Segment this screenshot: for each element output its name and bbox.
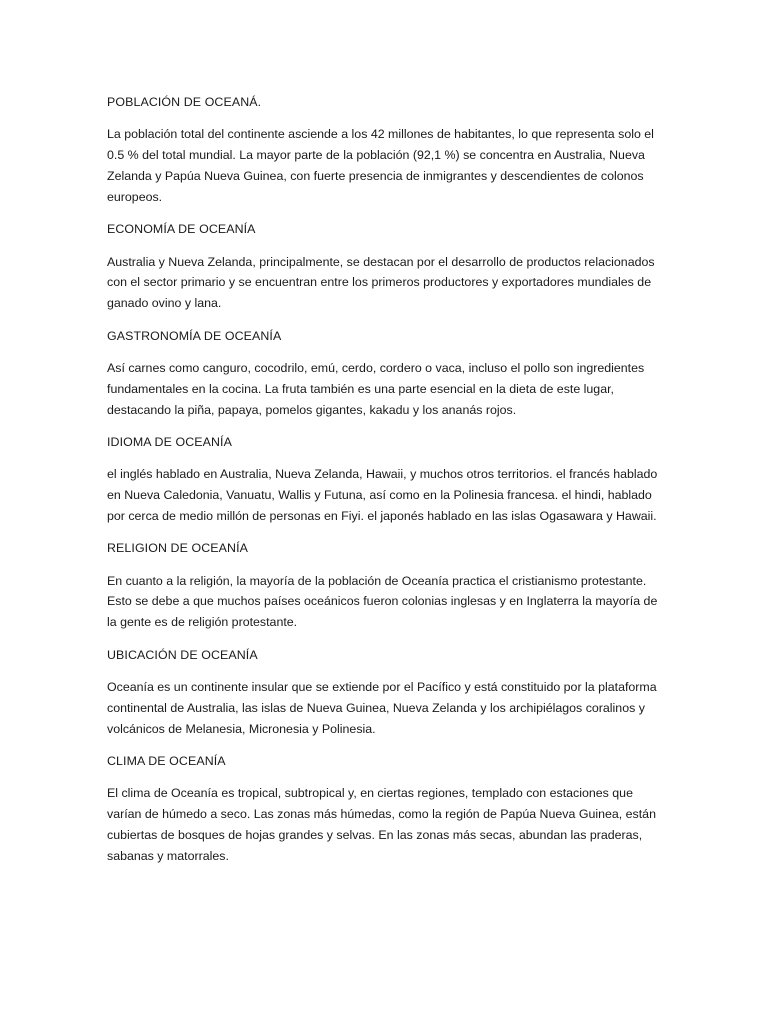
heading-ubicacion: UBICACIÓN DE OCEANÍA xyxy=(107,647,258,662)
heading-gastronomia: GASTRONOMÍA DE OCEANÍA xyxy=(107,328,282,343)
heading-poblacion: POBLACIÓN DE OCEANÁ. xyxy=(107,95,262,109)
heading-clima: CLIMA DE OCEANÍA xyxy=(107,754,226,769)
document-content xyxy=(107,92,663,878)
heading-religion: RELIGION DE OCEANÍA xyxy=(107,541,248,556)
paragraph-idioma: el inglés hablado en Australia, Nueva Zelanda, Hawaii, y muchos otros territorios. el francés hablado en Nueva Caledonia, Vanuatu, Wallis y Futuna, así como en la Polinesia francesa. el hindi, hablado por cerca de medio millón de personas en Fiyi. el japonés hablado en las islas Ogasawara y Hawaii. xyxy=(107,467,658,523)
paragraph-religion: En cuanto a la religión, la mayoría de la población de Oceanía practica el cristianismo protestante. Esto se debe a que muchos países oceánicos fueron colonias inglesas y en Inglaterra la mayoría de la gente es de religión protestante. xyxy=(107,573,658,630)
heading-idioma: IDIOMA DE OCEANÍA xyxy=(107,434,232,449)
paragraph-gastronomia: Así carnes como canguro, cocodrilo, emú, cerdo, cordero o vaca, incluso el pollo son ingredientes fundamentales en la cocina. La fruta también es una parte esencial en la dieta de este lugar, destacando la piña, papaya, pomelos gigantes, kakadu y los ananás rojos. xyxy=(107,360,645,417)
paragraph-poblacion: La población total del continente asciende a los 42 millones de habitantes, lo que representa solo el 0.5 % del total mundial. La mayor parte de la población (92,1 %) se concentra en Australia, Nueva Zelanda y Papúa Nueva Guinea, con fuerte presencia de inmigrantes y descendientes de colonos europeos. xyxy=(107,127,654,204)
paragraph-clima: El clima de Oceanía es tropical, subtropical y, en ciertas regiones, templado con estaciones que varían de húmedo a seco. Las zonas más húmedas, como la región de Papúa Nueva Guinea, están cubiertas de bosques de hojas grandes y selvas. En las zonas más secas, abundan las praderas, sabanas y matorrales. xyxy=(107,786,656,863)
paragraph-ubicacion: Oceanía es un continente insular que se extiende por el Pacífico y está constituido por la plataforma continental de Australia, las islas de Nueva Guinea, Nueva Zelanda y los archipiélagos coralinos y volcánicos de Melanesia, Micronesia y Polinesia. xyxy=(107,680,657,736)
paragraph-economia: Australia y Nueva Zelanda, principalmente, se destacan por el desarrollo de productos relacionados con el sector primario y se encuentran entre los primeros productores y exportadores mundiales de ganado ovino y lana. xyxy=(107,254,655,311)
heading-economia: ECONOMÍA DE OCEANÍA xyxy=(107,222,256,237)
